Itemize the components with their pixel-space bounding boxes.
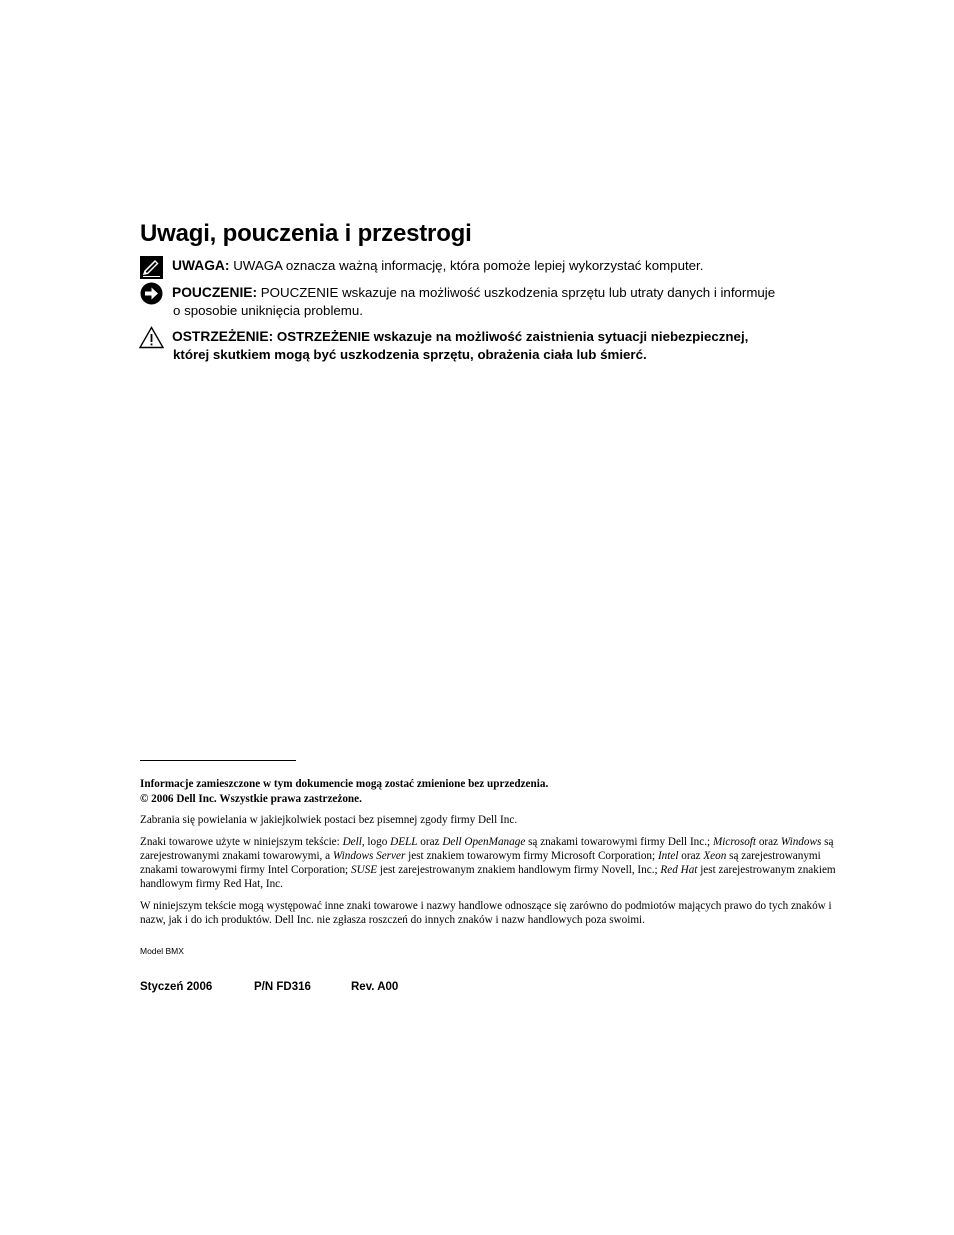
- warning-triangle-icon: [139, 326, 164, 349]
- caution-body-line1: OSTRZEŻENIE wskazuje na możliwość zaistnienia sytuacji niebezpiecznej,: [276, 329, 749, 344]
- note-text: [172, 257, 830, 275]
- revision: Rev. A00: [351, 981, 399, 993]
- trademark-notice: Znaki towarowe użyte w niniejszym tekście: Dell, logo DELL oraz Dell OpenManage są znakami towarowymi firmy Dell Inc.; Microsoft oraz Windows są zarejestrowanymi znakami towarowymi, a Windows Server jest znakiem towarowym firmy Microsoft Corporation; Intel oraz Xeon są zarejestrowanymi znakami towarowymi firmy Intel Corporation; SUSE jest zarejestrowanym znakiem handlowym firmy Novell, Inc.; Red Hat jest zarejestrowanym znakiem handlowym firmy Red Hat, Inc.: [140, 836, 836, 890]
- part-number: P/N FD316: [254, 981, 311, 993]
- page-title: Uwagi, pouczenia i przestrogi: [140, 220, 472, 247]
- disclaimer: Informacje zamieszczone w tym dokumencie mogą zostać zmienione bez uprzedzenia.: [140, 778, 549, 790]
- notice-label: POUCZENIE:: [172, 285, 258, 300]
- caution-body-line2: której skutkiem mogą być uszkodzenia sprzętu, obrażenia ciała lub śmierć.: [173, 347, 647, 362]
- pencil-note-icon: [140, 256, 163, 279]
- notice-arrow-icon: [140, 282, 163, 305]
- note-label: UWAGA:: [172, 258, 230, 273]
- reproduction-notice: Zabrania się powielania w jakiejkolwiek postaci bez pisemnej zgody firmy Dell Inc.: [140, 814, 518, 826]
- copyright: © 2006 Dell Inc. Wszystkie prawa zastrzeżone.: [140, 793, 362, 805]
- note-block: [140, 257, 830, 279]
- caution-block: [140, 328, 830, 368]
- caution-text: [172, 328, 830, 364]
- model-number: Model BMX: [140, 946, 184, 956]
- other-trademarks-notice: W niniejszym tekście mogą występować inne znaki towarowe i nazwy handlowe odnoszące się zarówno do podmiotów mających prawo do tych znaków i nazw, jak i do ich produktów. Dell Inc. nie zgłasza roszczeń do innych znaków i nazw handlowych poza swoimi.: [140, 900, 832, 926]
- caution-label: OSTRZEŻENIE:: [172, 329, 274, 344]
- note-body: UWAGA oznacza ważną informację, która pomoże lepiej wykorzystać komputer.: [233, 258, 704, 273]
- notice-text: [172, 284, 830, 320]
- notice-body-line1: POUCZENIE wskazuje na możliwość uszkodzenia sprzętu lub utraty danych i informuje: [260, 285, 776, 300]
- notice-block: [140, 284, 830, 324]
- footnote-divider: [140, 760, 296, 761]
- notice-body-line2: o sposobie uniknięcia problemu.: [173, 303, 363, 318]
- publication-date: Styczeń 2006: [140, 981, 213, 993]
